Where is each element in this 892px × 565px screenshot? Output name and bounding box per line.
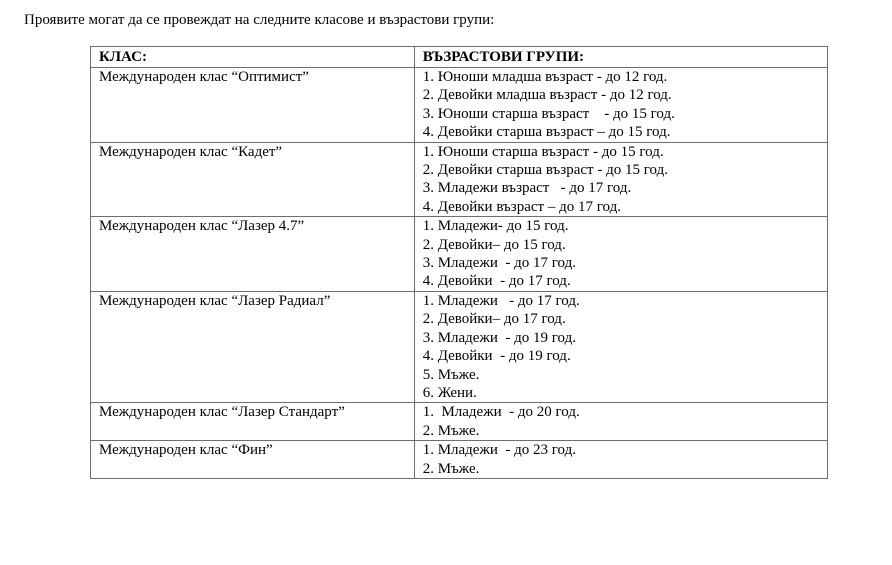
- table-row: [91, 291, 828, 402]
- table-row: [91, 441, 828, 479]
- age-groups-cell: [414, 441, 827, 479]
- age-group-item: 1. Младежи - до 23 год.: [422, 442, 576, 459]
- age-group-item: 4. Девойки - до 19 год.: [422, 348, 571, 365]
- intro-text: Проявите могат да се провеждат на следните класове и възрастови групи:: [24, 12, 495, 28]
- age-group-item: 2. Девойки– до 17 год.: [422, 311, 566, 328]
- age-group-item: 2. Девойки младша възраст - до 12 год.: [422, 87, 672, 104]
- class-age-groups-table: [90, 46, 828, 479]
- age-groups-cell: [414, 142, 827, 217]
- class-name: Международен клас “Оптимист”: [99, 69, 309, 85]
- header-age-groups: ВЪЗРАСТОВИ ГРУПИ:: [414, 47, 827, 68]
- age-group-item: 1. Младежи - до 17 год.: [422, 292, 580, 309]
- age-groups-cell: [414, 291, 827, 402]
- age-group-item: 2. Девойки– до 15 год.: [422, 236, 566, 253]
- age-group-item: 4. Девойки старша възраст – до 15 год.: [422, 124, 671, 141]
- age-group-item: 5. Мъже.: [422, 366, 480, 383]
- table-header-row: [91, 47, 828, 68]
- age-group-item: 6. Жени.: [422, 384, 477, 401]
- age-group-item: 2. Девойки старша възраст - до 15 год.: [422, 162, 668, 179]
- age-group-item: 1. Юноши младша възраст - до 12 год.: [422, 69, 668, 85]
- table-row: [91, 68, 828, 143]
- class-name: Международен клас “Лазер Радиал”: [99, 292, 331, 309]
- age-group-item: 4. Девойки - до 17 год.: [422, 273, 571, 290]
- age-groups-cell: [414, 403, 827, 441]
- age-group-item: 2. Мъже.: [422, 422, 480, 439]
- age-group-item: 3. Юноши старша възраст - до 15 год.: [422, 105, 675, 122]
- age-groups-cell: [414, 68, 827, 143]
- age-group-item: 3. Младежи - до 19 год.: [422, 329, 576, 346]
- table-row: [91, 403, 828, 441]
- age-group-item: 4. Девойки възраст – до 17 год.: [422, 198, 621, 215]
- age-group-item: 3. Младежи - до 17 год.: [422, 255, 576, 272]
- age-group-item: 1. Юноши старша възраст - до 15 год.: [422, 143, 664, 160]
- age-group-item: 1. Младежи- до 15 год.: [422, 218, 569, 235]
- table-body: [91, 68, 828, 479]
- class-name: Международен клас “Кадет”: [99, 143, 283, 160]
- class-name: Международен клас “Лазер Стандарт”: [99, 404, 345, 421]
- table-row: [91, 217, 828, 292]
- class-name: Международен клас “Лазер 4.7”: [99, 218, 305, 235]
- age-groups-cell: [414, 217, 827, 292]
- table-row: [91, 142, 828, 217]
- header-class: КЛАС:: [91, 47, 415, 68]
- age-group-item: 1. Младежи - до 20 год.: [422, 404, 580, 421]
- age-group-item: 2. Мъже.: [422, 460, 480, 477]
- age-group-item: 3. Младежи възраст - до 17 год.: [422, 180, 632, 197]
- class-name: Международен клас “Фин”: [99, 442, 273, 459]
